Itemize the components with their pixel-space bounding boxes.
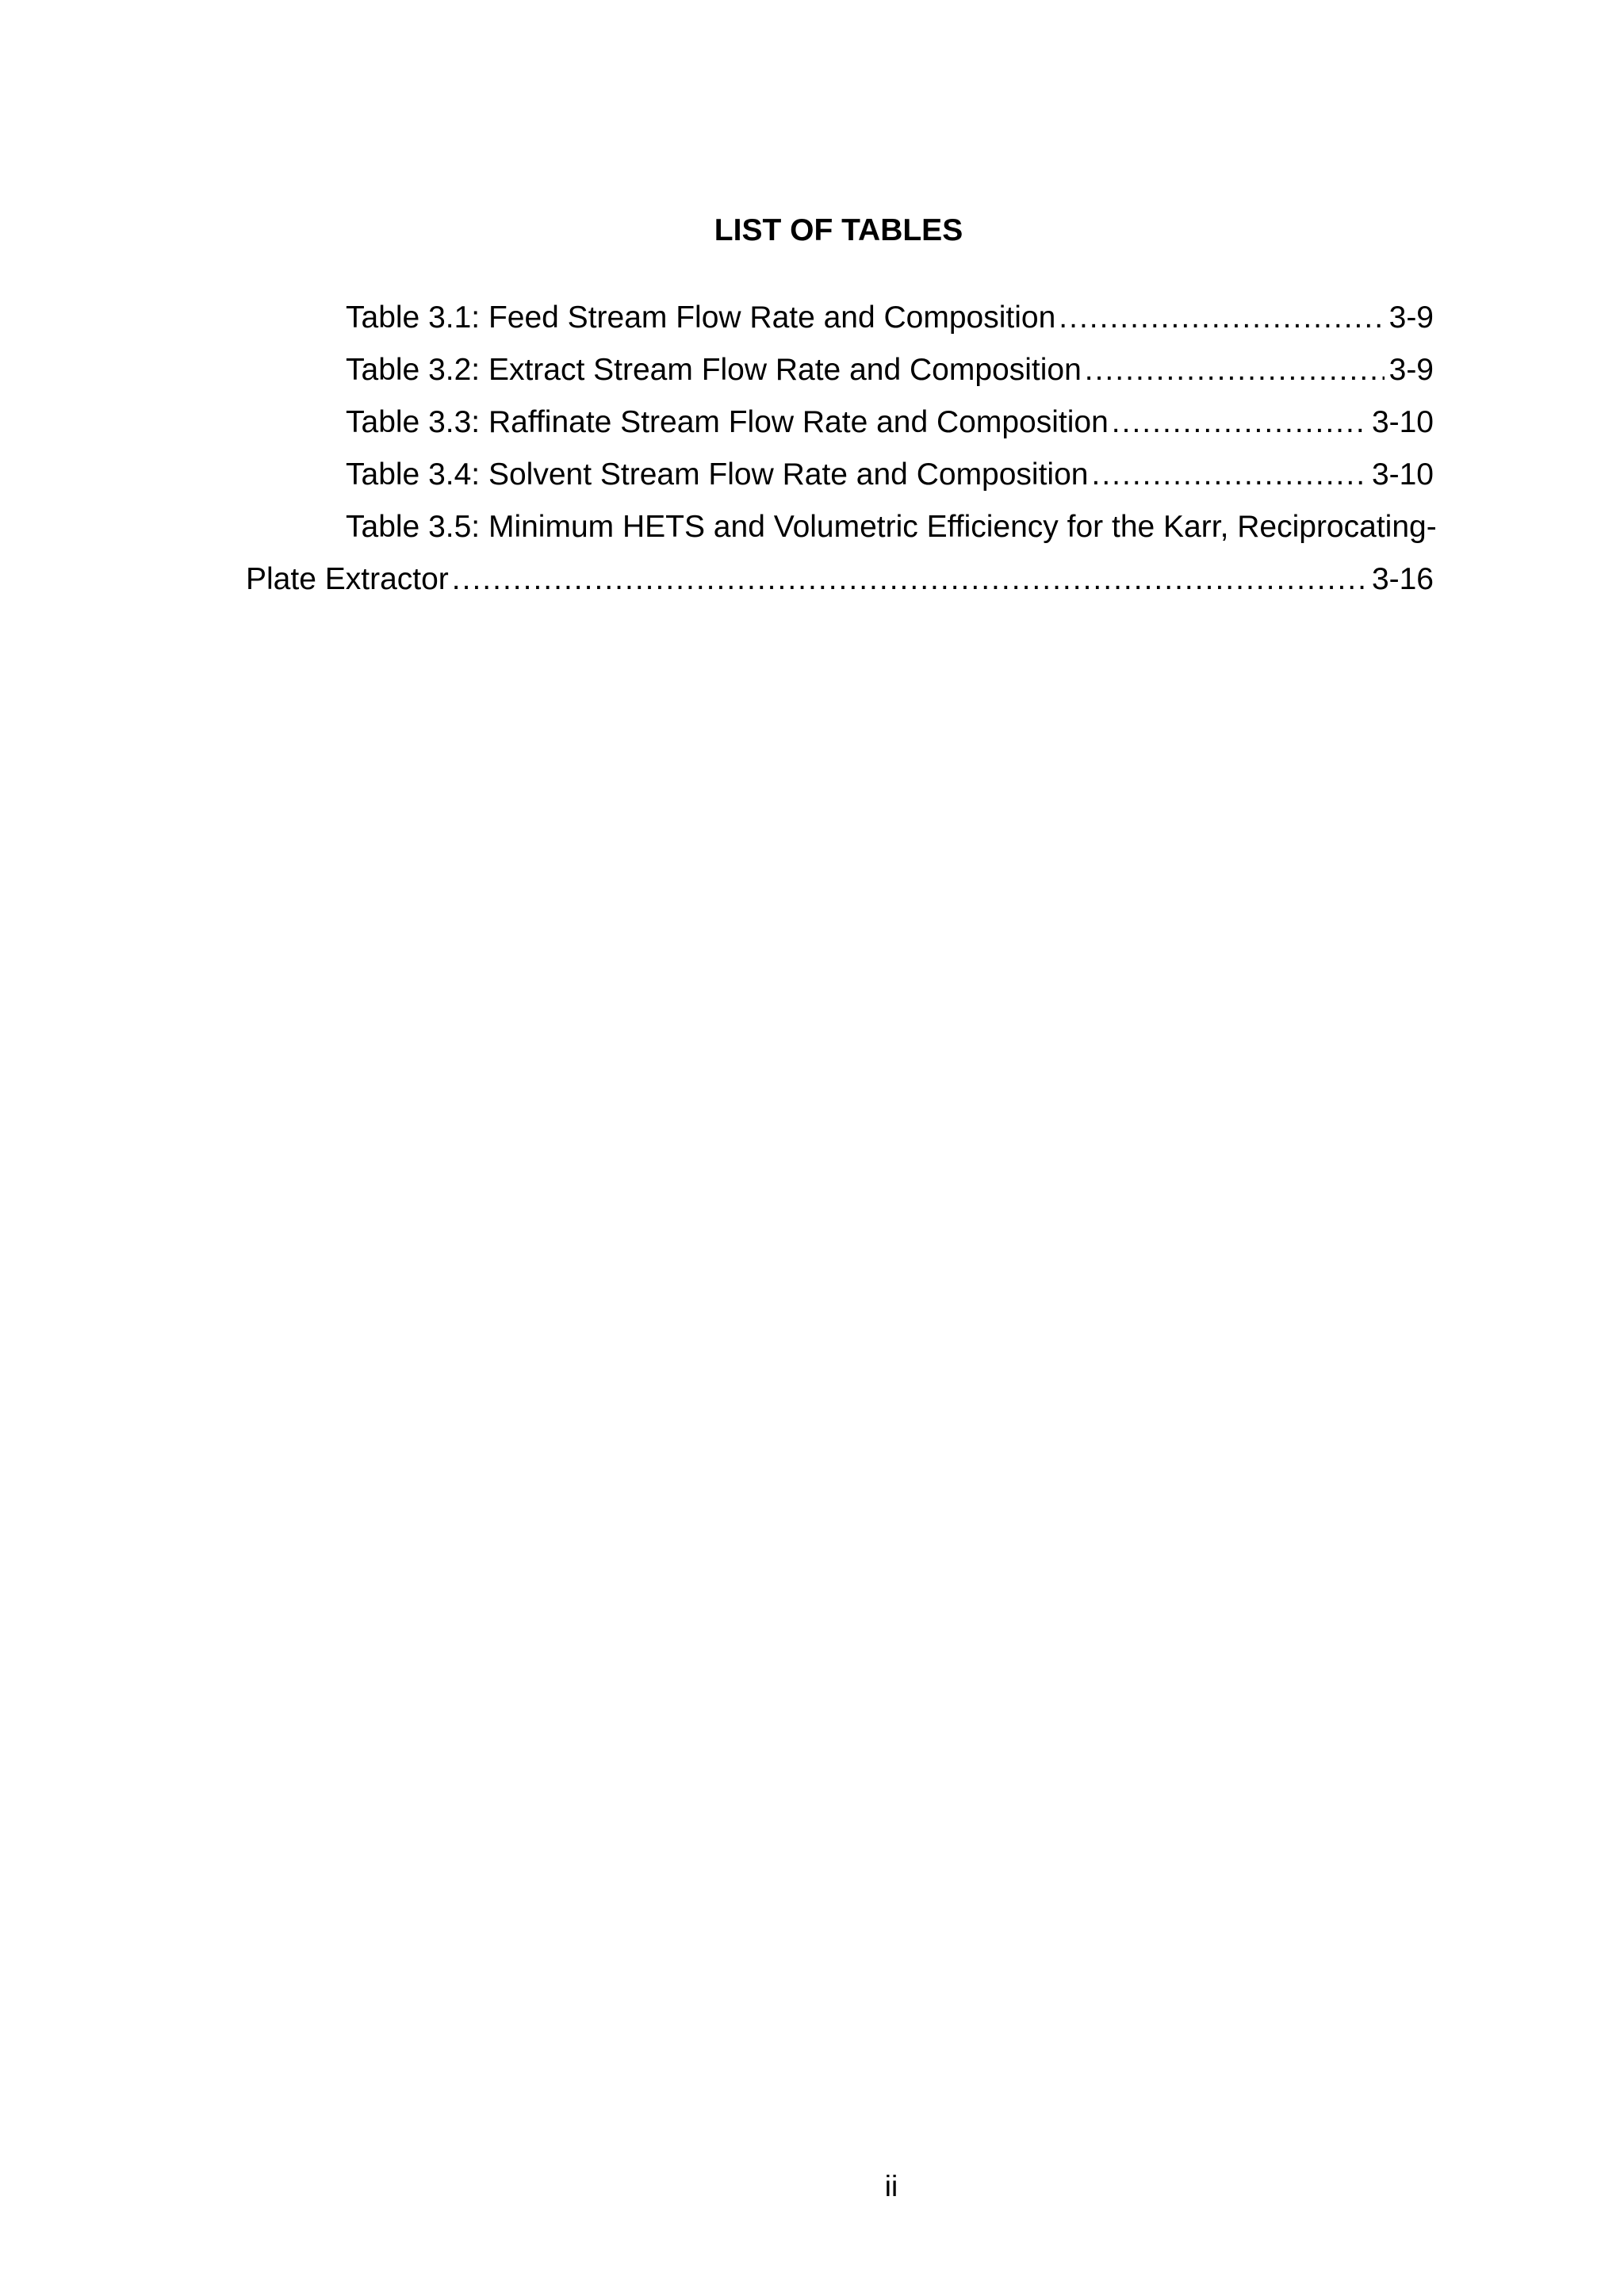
dot-leader (1091, 449, 1366, 501)
toc-page-number: 3-9 (1388, 353, 1434, 387)
list-of-tables (246, 292, 1437, 606)
page-number: ii (884, 2170, 898, 2202)
page-title: LIST OF TABLES (714, 213, 963, 247)
toc-entry-title: Table 3.2: Extract Stream Flow Rate and Composition (346, 353, 1082, 387)
toc-entry-table-3-5-line2[interactable] (246, 553, 1434, 606)
dot-leader (1112, 396, 1367, 449)
toc-entry-title: Table 3.3: Raffinate Stream Flow Rate and Composition (346, 405, 1109, 439)
toc-page-number: 3-9 (1388, 300, 1434, 335)
toc-entry-title: Table 3.5: Minimum HETS and Volumetric Efficiency for the Karr, Reciprocating- (346, 510, 1437, 544)
toc-entry-title: Table 3.1: Feed Stream Flow Rate and Composition (346, 300, 1056, 335)
toc-page-number: 3-10 (1371, 405, 1434, 439)
dot-leader (452, 553, 1367, 606)
dot-leader (1085, 344, 1385, 396)
toc-entry-table-3-3[interactable] (246, 396, 1434, 449)
toc-entry-table-3-1[interactable] (246, 292, 1434, 344)
toc-entry-title-continued: Plate Extractor (246, 562, 449, 596)
toc-page-number: 3-16 (1371, 562, 1434, 596)
toc-entry-table-3-2[interactable] (246, 344, 1434, 396)
toc-entry-table-3-4[interactable] (246, 449, 1434, 501)
toc-page-number: 3-10 (1371, 457, 1434, 492)
dot-leader (1059, 292, 1384, 344)
toc-entry-table-3-5-line1[interactable] (246, 501, 1437, 553)
toc-entry-title: Table 3.4: Solvent Stream Flow Rate and Composition (346, 457, 1089, 492)
